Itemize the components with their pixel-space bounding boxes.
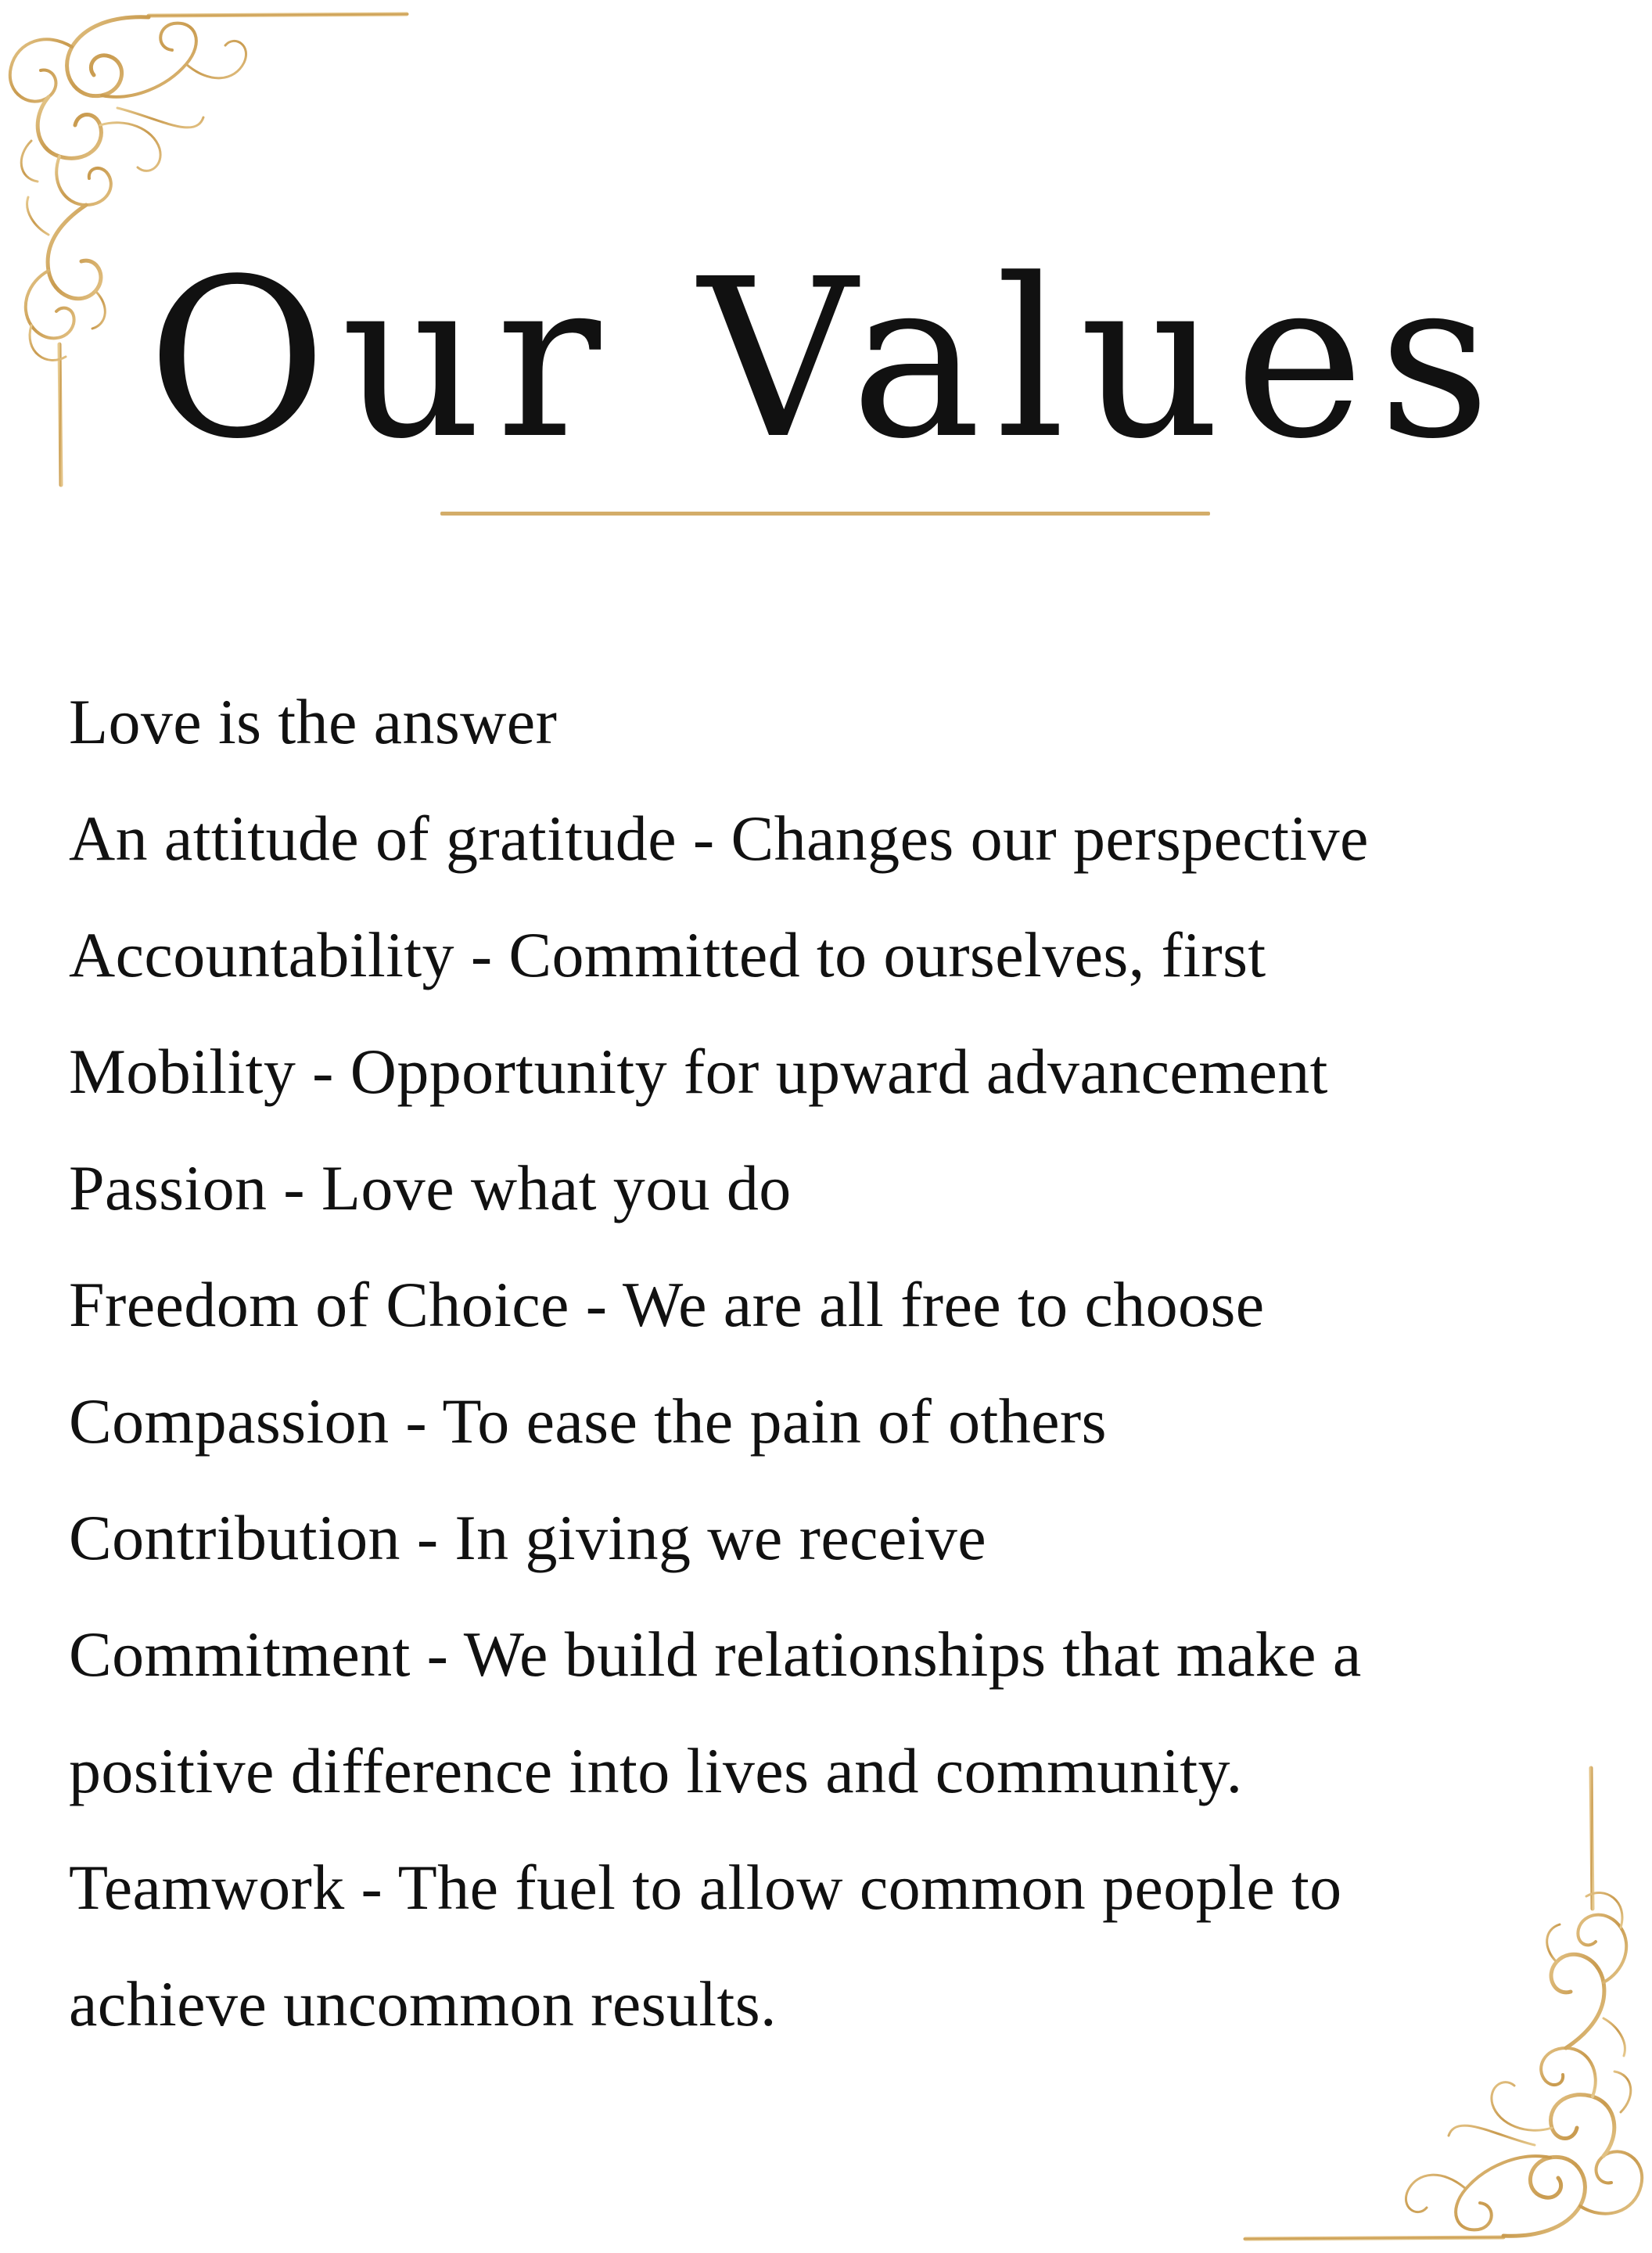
value-line: Freedom of Choice - We are all free to choose	[69, 1269, 1265, 1340]
page-title: Our Values	[147, 232, 1505, 487]
value-line: Contribution - In giving we receive	[69, 1502, 987, 1573]
value-line: Compassion - To ease the pain of others	[69, 1385, 1107, 1457]
value-line: achieve uncommon results.	[69, 1968, 777, 2039]
value-line: Teamwork - The fuel to allow common people to	[69, 1852, 1342, 1923]
value-line: Commitment - We build relationships that make a	[69, 1619, 1362, 1690]
value-line: An attitude of gratitude - Changes our perspective	[69, 803, 1369, 874]
value-line: Mobility - Opportunity for upward advancement	[69, 1036, 1328, 1107]
value-line: positive difference into lives and community.	[69, 1735, 1243, 1806]
value-line: Passion - Love what you do	[69, 1152, 792, 1224]
title-divider	[440, 512, 1210, 516]
value-line: Accountability - Committed to ourselves, first	[69, 919, 1266, 990]
value-line: Love is the answer	[69, 686, 558, 757]
values-list	[69, 663, 1602, 2062]
